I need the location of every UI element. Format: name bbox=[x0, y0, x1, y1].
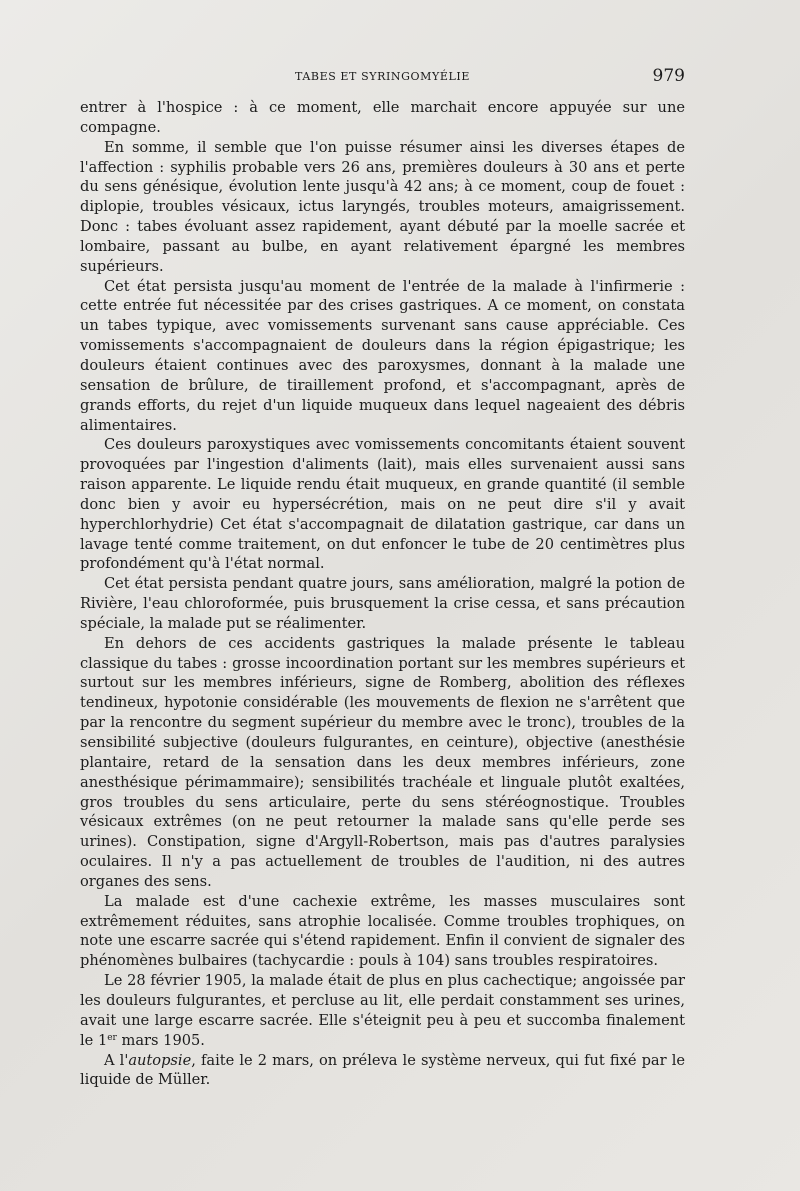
page-number: 979 bbox=[652, 66, 685, 86]
paragraph-text: Le 28 février 1905, la malade était de plus en plus cachectique; angoissée par les douleurs fulgurantes, et percluse au lit, elle perdait constamment ses urines, avait une large escarre sacrée. Elle s'éteignit peu à peu et succomba finalement le 1 bbox=[80, 972, 685, 1049]
paragraph: entrer à l'hospice : à ce moment, elle marchait encore appuyée sur une compagne. bbox=[80, 99, 685, 136]
paragraph bbox=[80, 971, 685, 1050]
running-title: TABES ET SYRINGOMYÉLIE bbox=[295, 70, 470, 83]
paragraph-text: A l' bbox=[104, 1051, 129, 1069]
paragraph: Cet état persista jusqu'au moment de l'entrée de la malade à l'infirmerie : cette entrée fut nécessitée par des crises gastriques. A ce moment, on constata un tabes typique, avec vomissements survenant sans cause appréciable. Ces vomissements s'accompagnaient de douleurs dans la région épigastrique; les douleurs étaient continues avec des paroxysmes, donnant à la malade une sensation de brûlure, de tiraillement profond, et s'accompagnant, après de grands efforts, du rejet d'un liquide muqueux dans lequel nageaient des débris alimentaires. bbox=[80, 277, 685, 434]
paragraph: En somme, il semble que l'on puisse résumer ainsi les diverses étapes de l'affection : syphilis probable vers 26 ans, premières douleurs à 30 ans et perte du sens génésique, évolution lente jusqu'à 42 ans; à ce moment, coup de fouet : diplopie, troubles vésicaux, ictus laryngés, troubles moteurs, amaigrissement. Donc : tabes évoluant assez rapidement, ayant débuté par la moelle sacrée et lombaire, passant au bulbe, en ayant relativement épargné les membres supérieurs. bbox=[80, 138, 685, 275]
page-header bbox=[80, 66, 685, 90]
italic-term: autopsie bbox=[128, 1051, 192, 1069]
paragraph-text-end: , faite le 2 mars, on préleva le système nerveux, qui fut fixé par le liquide de Müller. bbox=[80, 1051, 686, 1089]
paragraph bbox=[80, 1051, 685, 1091]
paragraph: La malade est d'une cachexie extrême, les masses musculaires sont extrêmement réduites, sans atrophie localisée. Comme troubles trophiques, on note une escarre sacrée qui s'étend rapidement. Enfin il convient de signaler des phénomènes bulbaires (tachycardie : pouls à 104) sans troubles respiratoires. bbox=[80, 892, 685, 970]
paragraph-text-end: mars 1905. bbox=[116, 1031, 205, 1049]
paragraph: En dehors de ces accidents gastriques la malade présente le tableau classique du tabes : grosse incoordination portant sur les membres supérieurs et surtout sur les membres inférieurs, signe de Romberg, abolition des réflexes tendineux, hypotonie considérable (les mouvements de flexion ne s'arrêtent que par la rencontre du segment supérieur du membre avec le tronc), troubles de la sensibilité subjective (douleurs fulgurantes, en ceinture), objective (anesthésie plantaire, retard de la sensation dans les deux membres inférieurs, zone anesthésique périmammaire); sensibilités trachéale et linguale plutôt exaltées, gros troubles du sens articulaire, perte du sens stéréognostique. Troubles vésicaux extrêmes (on ne peut retourner la malade sans qu'elle perde ses urines). Constipation, signe d'Argyll-Robertson, mais pas d'autres paralysies oculaires. Il n'y a pas actuellement de troubles de l'audition, ni des autres organes des sens. bbox=[80, 634, 685, 890]
paragraph: Cet état persista pendant quatre jours, sans amélioration, malgré la potion de Rivière, l'eau chloroformée, puis brusquement la crise cessa, et sans précaution spéciale, la malade put se réalimenter. bbox=[80, 575, 685, 632]
body-text bbox=[80, 98, 685, 1090]
paragraph: Ces douleurs paroxystiques avec vomissements concomitants étaient souvent provoquées par l'ingestion d'aliments (lait), mais elles survenaient aussi sans raison apparente. Le liquide rendu était muqueux, en grande quantité (il semble donc bien y avoir eu hypersécrétion, mais on ne peut dire s'il y avait hyperchlorhydrie) Cet état s'accompagnait de dilatation gastrique, car dans un lavage tenté comme traitement, on dut enfoncer le tube de 20 centimètres plus profondément qu'à l'état normal. bbox=[80, 436, 685, 573]
superscript: er bbox=[107, 1032, 117, 1043]
